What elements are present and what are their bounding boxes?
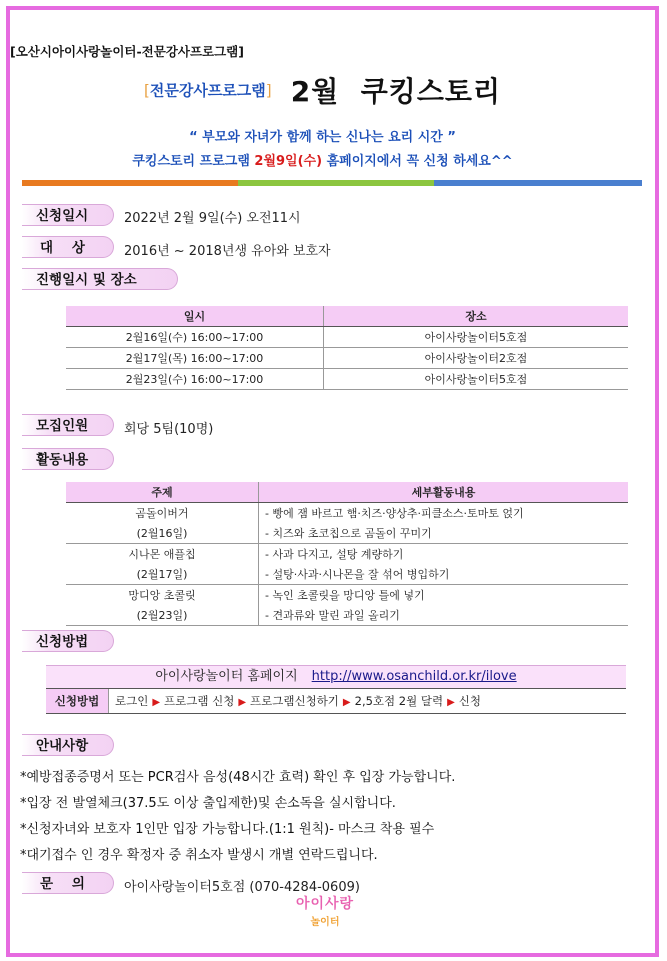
apply-steps-row — [46, 689, 626, 714]
apply-step: 로그인 — [115, 694, 149, 708]
activity-topic-date: (2월16일) — [66, 523, 259, 544]
target-label: 대 상 — [22, 236, 114, 258]
activity-detail: - 빵에 잼 바르고 햄·치즈·양상추·피클소스·토마토 얹기 — [265, 507, 524, 520]
contact-label: 문 의 — [22, 872, 114, 894]
activity-table — [66, 482, 628, 626]
apply-step: 신청 — [458, 694, 482, 708]
table-row — [66, 369, 628, 390]
program-label-text: 전문강사프로그램 — [149, 81, 266, 100]
apply-step: 2,5호점 2월 달력 — [354, 694, 444, 708]
color-bar-orange — [22, 180, 238, 186]
apply-site-name: 아이사랑놀이터 홈페이지 — [155, 669, 298, 684]
page-title: 2월 쿠킹스토리 — [290, 75, 501, 108]
notice-item: *예방접종증명서 또는 PCR검사 음성(48시간 효력) 확인 후 입장 가능합니다. — [20, 770, 456, 785]
schedule-time: 2월17일(목) 16:00~17:00 — [66, 348, 324, 369]
apply-site-link[interactable]: http://www.osanchild.or.kr/ilove — [311, 669, 517, 684]
bracket-open: [ — [143, 81, 150, 100]
table-row — [66, 348, 628, 369]
contact-value: 아이사랑놀이터5호점 (070-4284-0609) — [124, 880, 360, 895]
bracket-close: ] — [265, 81, 272, 100]
table-row — [66, 585, 628, 606]
logo-line1: 아이사랑 — [295, 896, 355, 912]
notice-item: *신청자녀와 보호자 1인만 입장 가능합니다.(1:1 원칙)- 마스크 착용 필수 — [20, 822, 435, 837]
arrow-right-icon: ▶ — [152, 697, 161, 708]
tagline-quote: “ 부모와 자녀가 함께 하는 신나는 요리 시간 ” — [189, 130, 456, 145]
table-row — [66, 544, 628, 565]
schedule-label: 진행일시 및 장소 — [22, 268, 178, 290]
notices-label: 안내사항 — [22, 734, 114, 756]
activity-header-detail: 세부활동내용 — [259, 482, 629, 503]
schedule-time: 2월16일(수) 16:00~17:00 — [66, 327, 324, 348]
apply-step: 프로그램 신청 — [164, 694, 235, 708]
apply-site-row — [46, 665, 626, 689]
table-row — [66, 564, 628, 585]
register-notice — [0, 150, 645, 169]
activity-detail: - 설탕·사과·시나몬을 잘 섞어 병입하기 — [259, 564, 629, 585]
activity-detail: - 견과류와 말린 과일 올리기 — [259, 605, 629, 626]
apply-date-label: 신청일시 — [22, 204, 114, 226]
title-row — [0, 70, 645, 110]
arrow-right-icon: ▶ — [342, 697, 351, 708]
schedule-header-row — [66, 306, 628, 327]
activity-header-row — [66, 482, 628, 503]
activity-label: 활동내용 — [22, 448, 114, 470]
arrow-right-icon: ▶ — [238, 697, 247, 708]
register-notice-date: 2월9일(수) — [254, 154, 323, 169]
category-heading: [오산시아이사랑놀이터-전문강사프로그램] — [10, 44, 244, 59]
register-notice-post: 홈페이지에서 꼭 신청 하세요^^ — [322, 154, 513, 169]
schedule-table — [66, 306, 628, 390]
activity-topic: 곰돌이버거 — [66, 503, 259, 524]
activity-detail: - 녹인 초콜릿을 망디앙 틀에 넣기 — [265, 589, 425, 602]
program-label — [144, 82, 272, 100]
target-value: 2016년 ~ 2018년생 유아와 보호자 — [124, 244, 331, 259]
notice-item: *입장 전 발열체크(37.5도 이상 출입제한)및 손소독을 실시합니다. — [20, 796, 396, 811]
color-bar-blue — [434, 180, 642, 186]
arrow-right-icon: ▶ — [447, 697, 455, 708]
activity-header-topic: 주제 — [66, 482, 259, 503]
table-row — [66, 605, 628, 626]
apply-method-box — [46, 665, 626, 714]
schedule-place: 아이사랑놀이터2호점 — [324, 348, 629, 369]
activity-topic: 망디앙 초콜릿 — [66, 585, 259, 606]
color-bar-green — [238, 180, 434, 186]
activity-detail: - 치즈와 초코칩으로 곰돌이 꾸미기 — [259, 523, 629, 544]
logo-line2: 놀이터 — [310, 917, 340, 928]
activity-topic: 시나몬 애플칩 — [66, 544, 259, 565]
table-row — [66, 327, 628, 348]
apply-date-value: 2022년 2월 9일(수) 오전11시 — [124, 211, 301, 226]
apply-method-label: 신청방법 — [22, 630, 114, 652]
schedule-place: 아이사랑놀이터5호점 — [324, 369, 629, 390]
apply-step: 프로그램신청하기 — [250, 694, 339, 708]
activity-topic-date: (2월17일) — [66, 564, 259, 585]
activity-detail: - 사과 다지고, 설탕 계량하기 — [265, 548, 404, 561]
schedule-header-place: 장소 — [324, 306, 629, 327]
notice-item: *대기접수 인 경우 확정자 중 취소자 발생시 개별 연락드립니다. — [20, 848, 378, 863]
activity-topic-date: (2월23일) — [66, 605, 259, 626]
recruit-label: 모집인원 — [22, 414, 114, 436]
register-notice-pre: 쿠킹스토리 프로그램 — [132, 154, 255, 169]
table-row — [66, 503, 628, 524]
apply-steps — [109, 689, 481, 713]
apply-steps-header: 신청방법 — [46, 689, 109, 713]
schedule-time: 2월23일(수) 16:00~17:00 — [66, 369, 324, 390]
ilove-playground-logo — [255, 893, 395, 933]
schedule-header-time: 일시 — [66, 306, 324, 327]
schedule-place: 아이사랑놀이터5호점 — [324, 327, 629, 348]
table-row — [66, 523, 628, 544]
recruit-value: 회당 5팀(10명) — [124, 422, 214, 437]
